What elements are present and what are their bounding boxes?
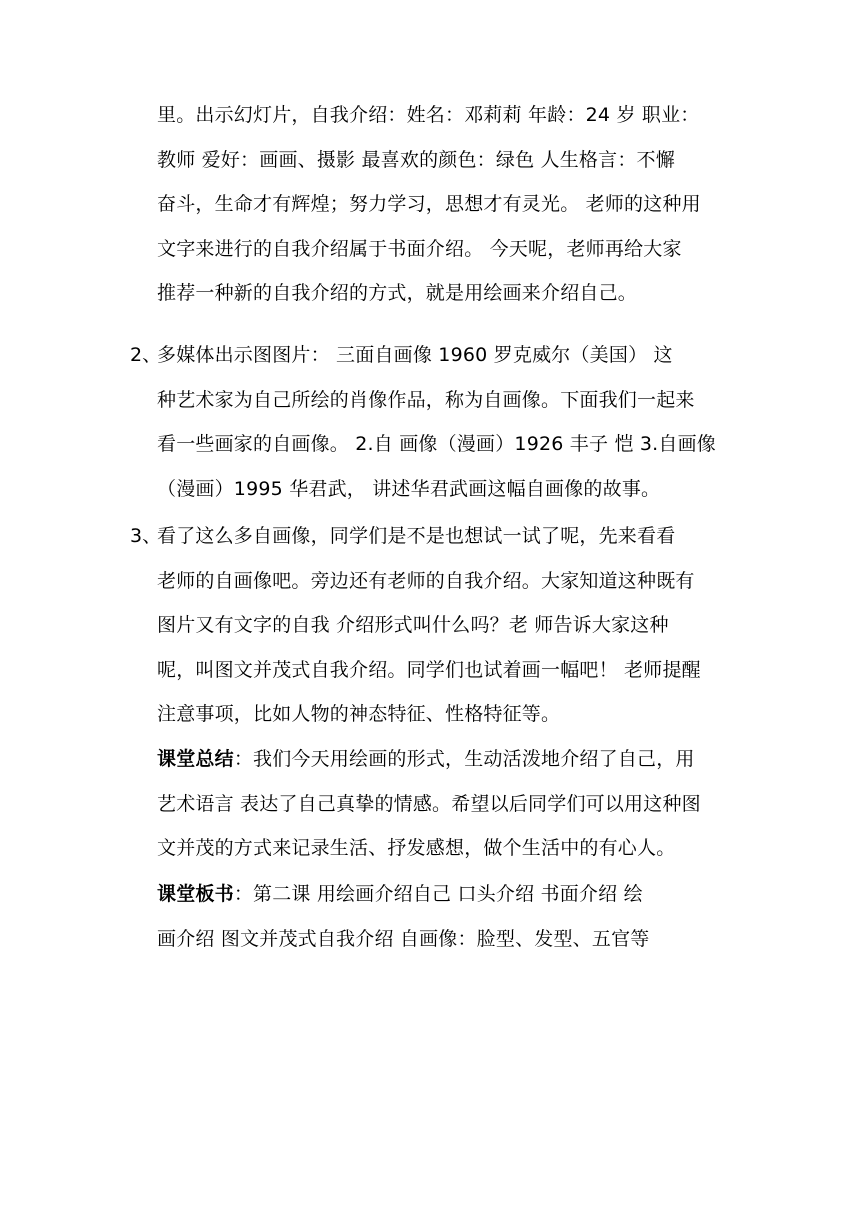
text-line: 艺术语言 表达了自己真挚的情感。希望以后同学们可以用这种图 (157, 792, 701, 815)
text-line: 推荐一种新的自我介绍的方式，就是用绘画来介绍自己。 (157, 282, 638, 304)
text-line: 文并茂的方式来记录生活、抒发感想，做个生活中的有心人。 (157, 837, 676, 859)
text-line: 图片又有文字的自我 介绍形式叫什么吗？老 师告诉大家这种 (157, 614, 669, 636)
text-line: 看了这么多自画像，同学们是不是也想试一试了呢，先来看看 (157, 525, 676, 547)
text-line: 里。出示幻灯片，自我介绍：姓名：邓莉莉 年龄：24 岁 职业： (157, 104, 700, 126)
board-text: ：第二课 用绘画介绍自己 口头介绍 书面介绍 绘 (233, 883, 643, 905)
text-line: 画介绍 图文并茂式自我介绍 自画像：脸型、发型、五官等 (157, 927, 650, 950)
summary-label: 课堂总结 (157, 748, 234, 770)
text-line: （漫画）1995 华君武， 讲述华君武画这幅自画像的故事。 (157, 477, 661, 500)
list-number-2: 2、 (130, 344, 162, 366)
text-line: 种艺术家为自己所绘的肖像作品，称为自画像。下面我们一起来 (157, 388, 695, 411)
text-line: 文字来进行的自我介绍属于书面介绍。 今天呢，老师再给大家 (157, 237, 682, 260)
text-line: 看一些画家的自画像。 2.自 画像（漫画）1926 丰子 恺 3.自画像 (157, 433, 717, 455)
summary-text: ：我们今天用绘画的形式，生动活泼地介绍了自己，用 (233, 748, 695, 770)
text-line: 呢，叫图文并茂式自我介绍。同学们也试着画一幅吧！ 老师提醒 (157, 658, 701, 681)
text-line: 奋斗，生命才有辉煌；努力学习，思想才有灵光。 老师的这种用 (157, 193, 701, 215)
blackboard-notes (157, 872, 732, 961)
summary-line (157, 737, 732, 782)
list-item-2 (157, 333, 732, 511)
board-line (157, 872, 732, 917)
text-line: 老师的自画像吧。旁边还有老师的自我介绍。大家知道这种既有 (157, 569, 695, 592)
list-number-3: 3、 (130, 525, 162, 547)
board-label: 课堂板书 (157, 883, 234, 905)
list-item-3 (157, 514, 732, 737)
text-line: 注意事项，比如人物的神态特征、性格特征等。 (157, 703, 561, 725)
intro-paragraph (157, 93, 732, 316)
class-summary (157, 737, 732, 871)
text-line: 教师 爱好：画画、摄影 最喜欢的颜色：绿色 人生格言：不懈 (157, 148, 675, 171)
text-line: 多媒体出示图图片： 三面自画像 1960 罗克威尔（美国） 这 (157, 344, 673, 366)
